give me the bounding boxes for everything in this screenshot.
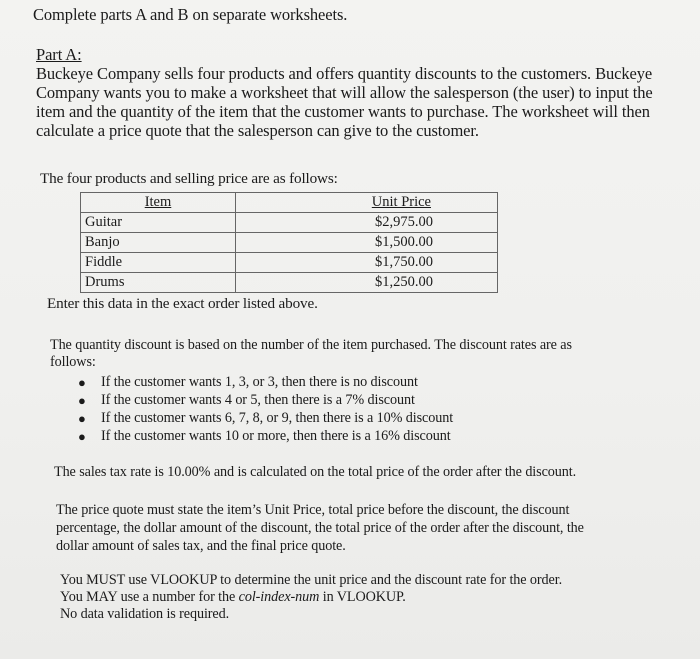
item-cell: Banjo (81, 233, 236, 253)
intro-line: Company wants you to make a worksheet that will allow the salesperson (the user) to input the (36, 83, 653, 102)
discount-rule: If the customer wants 6, 7, 8, or 9, then there is a 10% discount (101, 410, 454, 426)
price-cell: $2,975.00 (236, 213, 498, 233)
price-cell: $1,750.00 (236, 253, 498, 273)
discount-intro: follows: (50, 354, 96, 370)
vlookup-permission (60, 589, 406, 606)
enter-note: Enter this data in the exact order listed above. (47, 295, 318, 312)
discount-rule: If the customer wants 1, 3, or 3, then there is no discount (101, 374, 418, 390)
discount-intro: The quantity discount is based on the number of the item purchased. The discount rates are as (50, 337, 572, 353)
discount-rule: If the customer wants 10 or more, then there is a 16% discount (101, 428, 451, 444)
vlookup-requirement: You MUST use VLOOKUP to determine the unit price and the discount rate for the order. (60, 572, 563, 588)
bullet-icon: ● (78, 375, 86, 390)
intro-line: calculate a price quote that the salesperson can give to the customer. (36, 121, 479, 140)
discount-rule: If the customer wants 4 or 5, then there is a 7% discount (101, 392, 415, 408)
intro-line: Buckeye Company sells four products and offers quantity discounts to the customers. Buckeye (36, 64, 653, 83)
products-table (80, 192, 498, 293)
col-index-num-term: col-index-num (238, 589, 320, 605)
item-cell: Drums (81, 273, 236, 293)
bullet-icon: ● (78, 429, 86, 444)
bullet-icon: ● (78, 411, 86, 426)
tax-line: The sales tax rate is 10.00% and is calculated on the total price of the order after the discount. (54, 464, 577, 480)
vlookup-permission-suffix: in VLOOKUP. (319, 589, 406, 605)
products-intro: The four products and selling price are as follows: (40, 170, 338, 187)
quote-line: dollar amount of sales tax, and the final price quote. (56, 538, 346, 554)
vlookup-permission-prefix: You MAY use a number for the (60, 589, 239, 605)
price-cell: $1,250.00 (236, 273, 498, 293)
page-header: Complete parts A and B on separate worksheets. (33, 5, 348, 24)
quote-line: The price quote must state the item’s Unit Price, total price before the discount, the discount (56, 502, 570, 518)
part-a-heading: Part A: (36, 45, 82, 64)
table-row (81, 233, 498, 253)
table-header-row (81, 193, 498, 213)
bullet-icon: ● (78, 393, 86, 408)
price-cell: $1,500.00 (236, 233, 498, 253)
table-row (81, 273, 498, 293)
column-header-item: Item (81, 193, 236, 213)
table-row (81, 253, 498, 273)
item-cell: Guitar (81, 213, 236, 233)
validation-note: No data validation is required. (60, 606, 230, 622)
item-cell: Fiddle (81, 253, 236, 273)
column-header-unit-price: Unit Price (236, 193, 498, 213)
intro-line: item and the quantity of the item that the customer wants to purchase. The worksheet will then (36, 102, 650, 121)
quote-line: percentage, the dollar amount of the discount, the total price of the order after the discount, the (56, 520, 584, 536)
table-row (81, 213, 498, 233)
